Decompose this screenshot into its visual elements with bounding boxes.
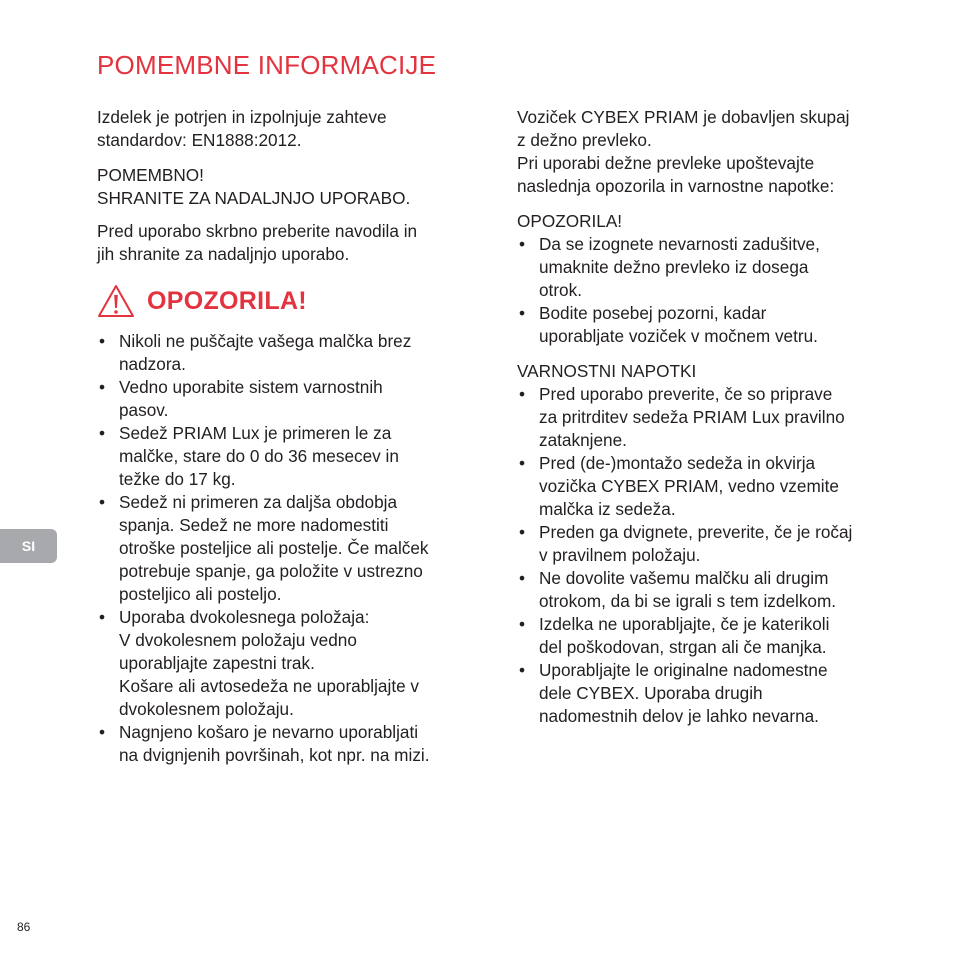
warning-triangle-icon: [97, 284, 135, 318]
intro-text: Izdelek je potrjen in izpolnjuje zahteve standardov: EN1888:2012.: [97, 107, 387, 150]
rain-cover-intro: Voziček CYBEX PRIAM je dobavljen skupaj z dežno prevleko. Pri uporabi dežne prevleke upoštevajte naslednja opozorila in varnostne napotke:: [517, 107, 850, 196]
safety-subheading: VARNOSTNI NAPOTKI: [517, 361, 697, 381]
list-item: • Nagnjeno košaro je nevarno uporabljati na dvignjenih površinah, kot npr. na mizi.: [97, 721, 492, 767]
rain-cover-warning-list: [517, 233, 912, 348]
instruction-text: Pred uporabo skrbno preberite navodila in jih shranite za nadaljnjo uporabo.: [97, 221, 418, 264]
page-number: 86: [17, 920, 31, 934]
list-item: • Vedno uporabite sistem varnostnih pasov.: [97, 376, 492, 422]
list-item: • Uporabljajte le originalne nadomestne dele CYBEX. Uporaba drugih nadomestnih delov je lahko nevarna.: [517, 659, 912, 728]
language-tab: [0, 529, 57, 563]
list-item: • Sedež ni primeren za daljša obdobja spanja. Sedež ne more nadomestiti otroške posteljice ali postelje. Če malček potrebuje spanje, ga položite v ustrezno posteljico ali posteljo.: [97, 491, 492, 606]
list-item: • Sedež PRIAM Lux je primeren le za malčke, stare do 0 do 36 mesecev in težke do 17 kg.: [97, 422, 492, 491]
list-item: • Bodite posebej pozorni, kadar uporabljate voziček v močnem vetru.: [517, 302, 912, 348]
list-item: • Preden ga dvignete, preverite, če je ročaj v pravilnem položaju.: [517, 521, 912, 567]
warnings-subheading: OPOZORILA!: [517, 211, 623, 231]
list-item: • Pred (de-)montažo sedeža in okvirja vozička CYBEX PRIAM, vedno vzemite malčka iz sedeža.: [517, 452, 912, 521]
language-code: SI: [21, 538, 36, 554]
list-item: • Uporaba dvokolesnega položaja: V dvokolesnem položaju vedno uporabljajte zapestni trak. Košare ali avtosedeža ne uporabljajte v dvokolesnem položaju.: [97, 606, 492, 721]
warning-heading: [97, 284, 492, 318]
list-item: • Nikoli ne puščajte vašega malčka brez nadzora.: [97, 330, 492, 376]
left-column: [97, 106, 492, 767]
right-column: [517, 106, 912, 728]
warning-heading-text: OPOZORILA!: [147, 286, 307, 315]
list-item: • Izdelka ne uporabljajte, če je katerikoli del poškodovan, strgan ali če manjka.: [517, 613, 912, 659]
page-title: POMEMBNE INFORMACIJE: [97, 50, 437, 80]
safety-list: [517, 383, 912, 728]
list-item: • Pred uporabo preverite, če so priprave za pritrditev sedeža PRIAM Lux pravilno zataknjene.: [517, 383, 912, 452]
warning-list: [97, 330, 492, 767]
important-notice: POMEMBNO! SHRANITE ZA NADALJNJO UPORABO.: [97, 165, 411, 208]
list-item: • Ne dovolite vašemu malčku ali drugim otrokom, da bi se igrali s tem izdelkom.: [517, 567, 912, 613]
list-item: • Da se izognete nevarnosti zadušitve, umaknite dežno prevleko iz dosega otrok.: [517, 233, 912, 302]
